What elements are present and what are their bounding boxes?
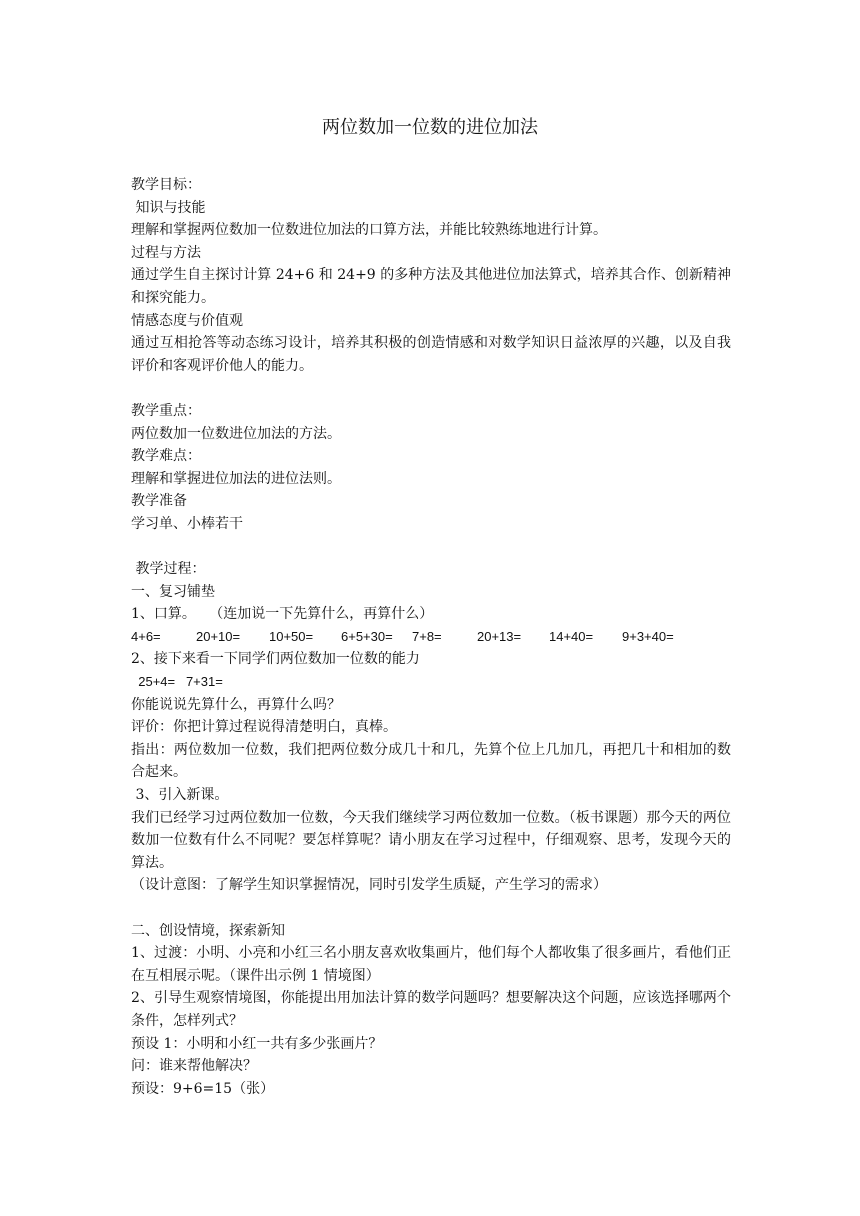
blank-line bbox=[131, 377, 731, 400]
attitude-heading: 情感态度与价值观 bbox=[131, 312, 243, 329]
document-body bbox=[131, 174, 731, 1100]
difficulty-text: 理解和掌握进位加法的进位法则。 bbox=[131, 470, 341, 487]
arith-item: 10+50= bbox=[269, 628, 314, 644]
arith-row-1 bbox=[131, 626, 731, 649]
preset1-text: 预设 1：小明和小红一共有多少张画片？ bbox=[131, 1035, 383, 1052]
focus-heading: 教学重点： bbox=[131, 402, 201, 419]
arith-item: 7+8= bbox=[412, 628, 442, 644]
part1-heading: 一、复习铺垫 bbox=[131, 583, 215, 600]
part2-item2-text: 2、引导生观察情境图，你能提出用加法计算的数学问题吗？想要解决这个问题，应该选择哪两个条件，怎样列式？ bbox=[131, 990, 731, 1029]
preset2-text: 预设：9+6=15（张） bbox=[131, 1080, 275, 1097]
difficulty-heading: 教学难点： bbox=[131, 448, 201, 465]
attitude-text: 通过互相抢答等动态练习设计，培养其积极的创造情感和对数学知识日益浓厚的兴趣，以及自我评价和客观评价他人的能力。 bbox=[131, 335, 731, 374]
process-heading: 教学过程： bbox=[131, 561, 206, 578]
goals-heading: 教学目标： bbox=[131, 177, 201, 193]
question-text: 你能说说先算什么，再算什么吗？ bbox=[131, 696, 341, 713]
arith-item: 9+3+40= bbox=[622, 628, 674, 644]
part2-heading: 二、创设情境，探索新知 bbox=[131, 922, 285, 939]
knowledge-text: 理解和掌握两位数加一位数进位加法的口算方法，并能比较熟练地进行计算。 bbox=[131, 222, 607, 239]
focus-text: 两位数加一位数进位加法的方法。 bbox=[131, 425, 341, 442]
arith-item: 6+5+30= bbox=[341, 628, 393, 644]
arith-item: 20+13= bbox=[477, 628, 522, 644]
evaluation-text: 评价：你把计算过程说得清楚明白，真棒。 bbox=[131, 719, 397, 736]
part2-item1-text: 1、过渡：小明、小亮和小红三名小朋友喜欢收集画片，他们每个人都收集了很多画片，看他们正在互相展示呢。（课件出示例 1 情境图） bbox=[131, 945, 731, 984]
arith-row-2: 25+4= 7+31= bbox=[131, 674, 223, 690]
blank-line bbox=[131, 536, 731, 559]
prep-heading: 教学准备 bbox=[131, 493, 187, 510]
item1-text: 1、口算。 （连加说一下先算什么，再算什么） bbox=[131, 606, 434, 623]
ask-text: 问：谁来帮他解决？ bbox=[131, 1058, 257, 1075]
process-method-heading: 过程与方法 bbox=[131, 244, 201, 261]
intro-text: 我们已经学习过两位数加一位数，今天我们继续学习两位数加一位数。（板书课题）那今天的两位数加一位数有什么不同呢？要怎样算呢？请小朋友在学习过程中，仔细观察、思考，发现今天的算法。 bbox=[131, 809, 731, 871]
point-text: 指出：两位数加一位数，我们把两位数分成几十和几，先算个位上几加几，再把几十和相加的数合起来。 bbox=[131, 741, 731, 781]
document-title: 两位数加一位数的进位加法 bbox=[322, 117, 538, 138]
arith-item: 20+10= bbox=[196, 628, 241, 644]
item3-text: 3、引入新课。 bbox=[131, 787, 229, 804]
item2-text: 2、接下来看一下同学们两位数加一位数的能力 bbox=[131, 651, 420, 668]
process-method-text: 通过学生自主探讨计算 24+6 和 24+9 的多种方法及其他进位加法算式，培养其合作、创新精神和探究能力。 bbox=[131, 267, 731, 306]
arith-item: 14+40= bbox=[549, 628, 594, 644]
prep-text: 学习单、小棒若干 bbox=[131, 515, 243, 532]
knowledge-heading: 知识与技能 bbox=[131, 199, 206, 216]
design-intent-text: （设计意图：了解学生知识掌握情况，同时引发学生质疑，产生学习的需求） bbox=[131, 877, 607, 894]
arith-item: 4+6= bbox=[131, 628, 161, 644]
blank-line bbox=[131, 897, 731, 920]
